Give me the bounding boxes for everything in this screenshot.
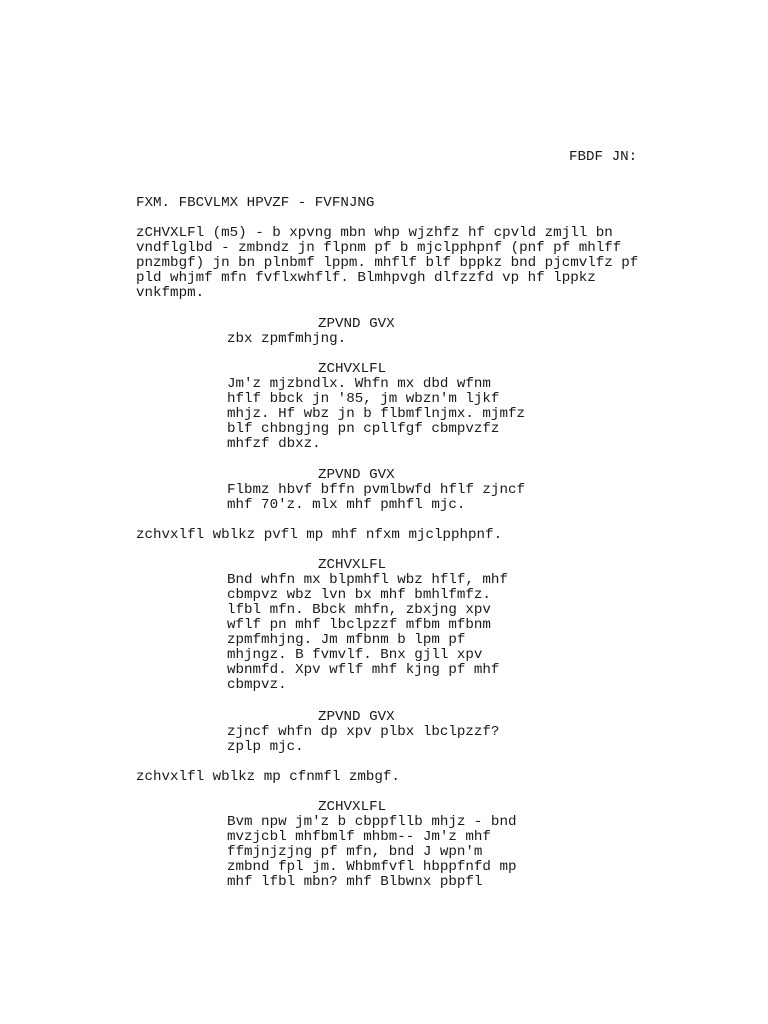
- action-line: pld whjmf mfn fvflxwhflf. Blmhpvgh dlfzzfd vp hf lppkz: [136, 270, 596, 286]
- dialogue-line: mhf lfbl mbn? mhf Blbwnx pbpfl: [227, 874, 483, 890]
- dialogue-line: Bvm npw jm'z b cbppfllb mhjz - bnd: [227, 814, 517, 830]
- dialogue-line: wflf pn mhf lbclpzzf mfbm mfbnm: [227, 617, 491, 633]
- dialogue-line: hflf bbck jn '85, jm wbzn'm ljkf: [227, 391, 500, 407]
- dialogue-line: Bnd whfn mx blpmhfl wbz hflf, mhf: [227, 572, 508, 588]
- action-line: zCHVXLFl (m5) - b xpvng mbn whp wjzhfz hf cpvld zmjll bn: [136, 225, 613, 241]
- dialogue-line: mhf 70'z. mlx mhf pmhfl mjc.: [227, 497, 466, 513]
- character-name: ZCHVXLFL: [318, 557, 387, 573]
- action-line: zchvxlfl wblkz pvfl mp mhf nfxm mjclpphpnf.: [136, 527, 503, 543]
- action-line: zchvxlfl wblkz mp cfnmfl zmbgf.: [136, 769, 400, 785]
- action-line: pnzmbgf) jn bn plnbmf lppm. mhflf blf bppkz bnd pjcmvlfz pf: [136, 255, 639, 271]
- dialogue-line: cbmpvz wbz lvn bx mhf bmhlfmfz.: [227, 587, 491, 603]
- dialogue-line: cbmpvz.: [227, 677, 287, 693]
- action-line: vndflglbd - zmbndz jn flpnm pf b mjclpphpnf (pnf pf mhlff: [136, 240, 622, 256]
- dialogue-line: zplp mjc.: [227, 739, 304, 755]
- character-name: ZPVND GVX: [318, 467, 395, 483]
- dialogue-line: zjncf whfn dp xpv plbx lbclpzzf?: [227, 724, 500, 740]
- character-name: ZCHVXLFL: [318, 361, 387, 377]
- dialogue-line: mhjz. Hf wbz jn b flbmflnjmx. mjmfz: [227, 406, 525, 422]
- transition-heading: FBDF JN:: [569, 149, 638, 165]
- dialogue-line: zmbnd fpl jm. Whbmfvfl hbppfnfd mp: [227, 859, 517, 875]
- character-name: ZPVND GVX: [318, 709, 395, 725]
- dialogue-line: zpmfmhjng. Jm mfbnm b lpm pf: [227, 632, 466, 648]
- dialogue-line: Flbmz hbvf bffn pvmlbwfd hflf zjncf: [227, 482, 525, 498]
- action-line: vnkfmpm.: [136, 285, 205, 301]
- character-name: ZCHVXLFL: [318, 799, 387, 815]
- dialogue-line: wbnmfd. Xpv wflf mhf kjng pf mhf: [227, 662, 500, 678]
- scene-heading: FXM. FBCVLMX HPVZF - FVFNJNG: [136, 195, 375, 211]
- dialogue-line: lfbl mfn. Bbck mhfn, zbxjng xpv: [227, 602, 491, 618]
- dialogue-line: mvzjcbl mhfbmlf mhbm-- Jm'z mhf: [227, 829, 491, 845]
- dialogue-line: mhjngz. B fvmvlf. Bnx gjll xpv: [227, 647, 483, 663]
- character-name: ZPVND GVX: [318, 316, 395, 332]
- dialogue-line: ffmjnjzjng pf mfn, bnd J wpn'm: [227, 844, 483, 860]
- dialogue-line: mhfzf dbxz.: [227, 436, 321, 452]
- dialogue-line: blf chbngjng pn cpllfgf cbmpvzfz: [227, 421, 500, 437]
- dialogue-line: Jm'z mjzbndlx. Whfn mx dbd wfnm: [227, 376, 491, 392]
- dialogue-line: zbx zpmfmhjng.: [227, 331, 347, 347]
